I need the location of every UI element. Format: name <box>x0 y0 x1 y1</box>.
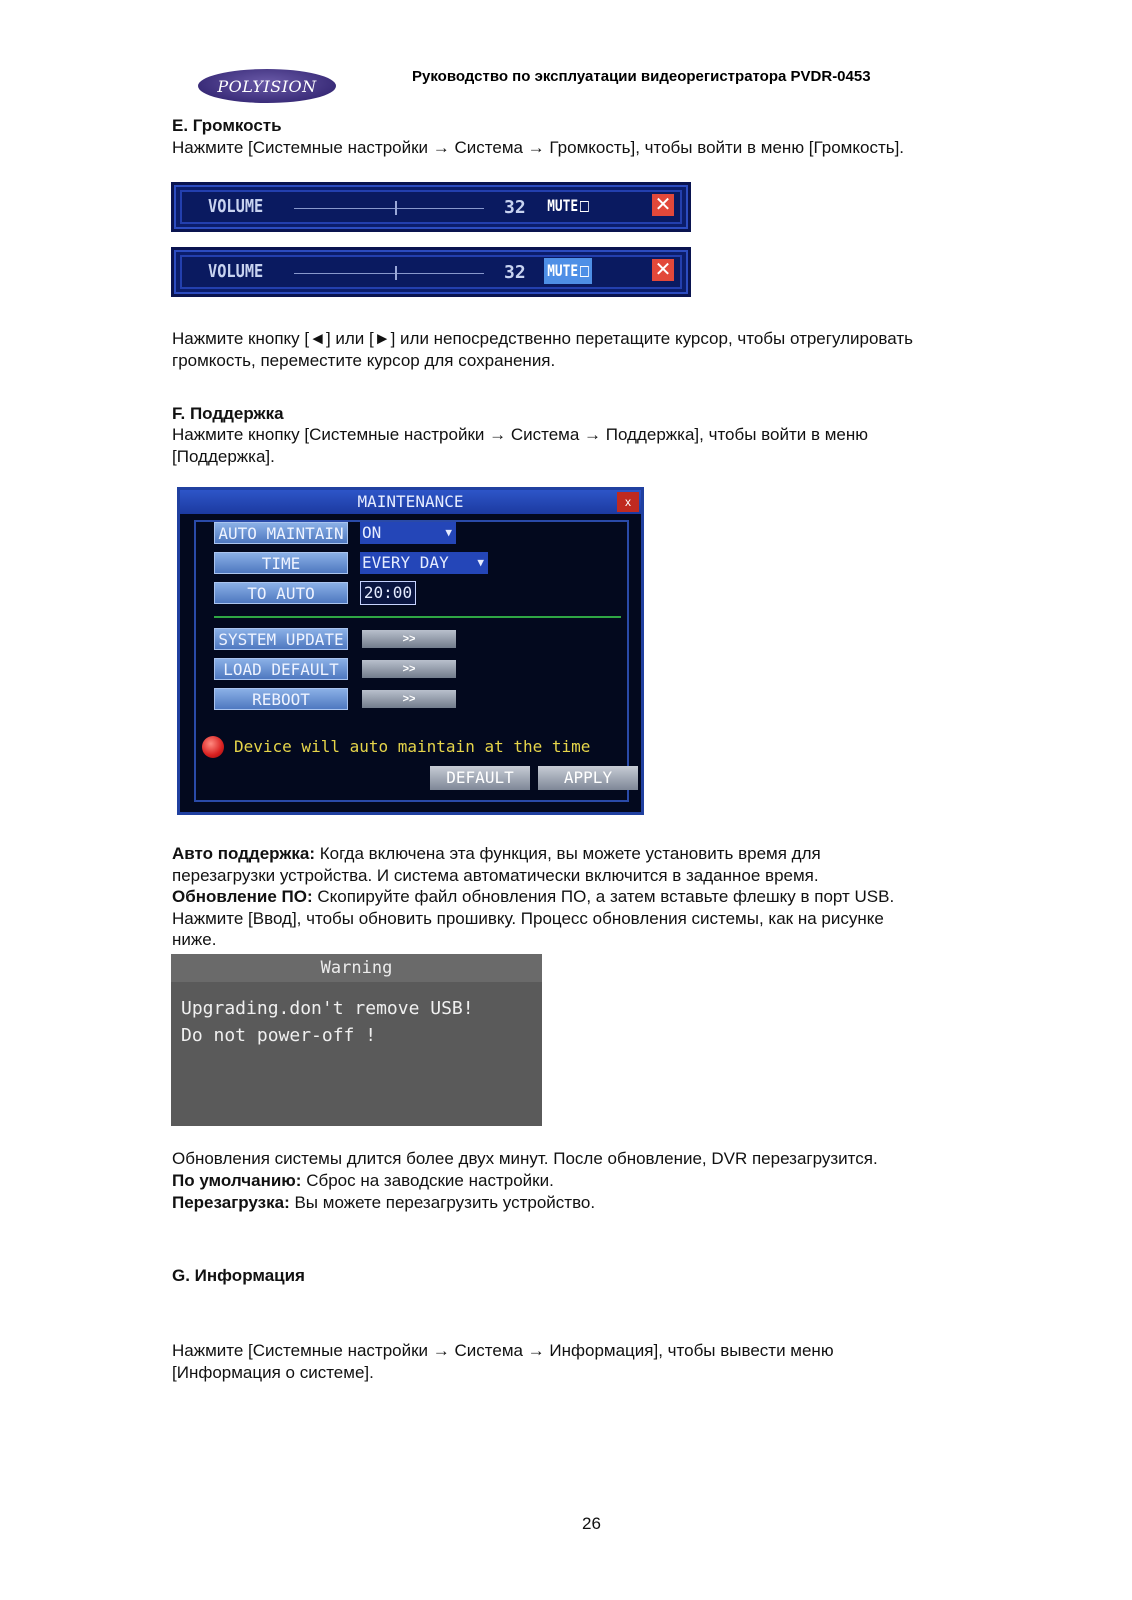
to-auto-time-input[interactable]: 20:00 <box>360 581 416 605</box>
to-auto-label: TO AUTO <box>214 582 348 604</box>
load-default-button[interactable]: >> <box>362 660 456 678</box>
auto-maintain-description-2: перезагрузки устройства. И система автоматически включится в заданное время. <box>172 866 819 885</box>
volume-slider-handle[interactable] <box>395 201 397 215</box>
warning-dot-icon <box>202 736 224 758</box>
auto-maintain-label: AUTO MAINTAIN <box>214 522 348 544</box>
time-value: EVERY DAY <box>362 553 449 572</box>
volume-note-line2: громкость, переместите курсор для сохранения. <box>172 351 556 370</box>
section-e-intro: Нажмите [Системные настройки → Система → Громкость], чтобы войти в меню [Громкость]. <box>172 138 905 157</box>
warning-title: Warning <box>171 954 542 982</box>
close-icon[interactable]: x <box>617 492 639 512</box>
volume-value: 32 <box>504 197 526 218</box>
system-update-label: SYSTEM UPDATE <box>214 628 348 650</box>
volume-label: VOLUME <box>208 261 264 282</box>
update-term: Обновление ПО: <box>172 887 313 906</box>
logo-text: POLYISION <box>217 76 317 96</box>
volume-value: 32 <box>504 262 526 283</box>
maintenance-window <box>177 487 644 815</box>
upgrade-warning-dialog <box>171 954 542 1126</box>
reboot-description: Перезагрузка: Вы можете перезагрузить устройство. <box>172 1193 596 1212</box>
section-f-intro-line1: Нажмите кнопку [Системные настройки → Система → Поддержка], чтобы войти в меню <box>172 425 869 444</box>
volume-label: VOLUME <box>208 196 264 217</box>
update-description-3: ниже. <box>172 930 217 949</box>
auto-maintain-select[interactable] <box>360 522 456 544</box>
polyvision-logo <box>198 69 336 103</box>
section-f-intro-line2: [Поддержка]. <box>172 447 275 466</box>
document-title: Руководство по эксплуатации видеорегистратора PVDR-0453 <box>412 68 871 85</box>
mute-label: MUTE <box>547 196 579 215</box>
section-g-intro-line2: [Информация о системе]. <box>172 1363 374 1382</box>
volume-slider-handle[interactable] <box>395 266 397 280</box>
volume-slider[interactable] <box>294 273 484 274</box>
checkbox-empty-icon <box>580 201 589 212</box>
load-default-label: LOAD DEFAULT <box>214 658 348 680</box>
section-f-heading: F. Поддержка <box>172 404 284 423</box>
warning-line1: Upgrading.don't remove USB! <box>181 998 474 1019</box>
maintenance-body <box>194 520 629 802</box>
section-g-heading: G. Информация <box>172 1266 305 1285</box>
time-label: TIME <box>214 552 348 574</box>
default-button[interactable]: DEFAULT <box>430 766 530 790</box>
close-icon[interactable]: ✕ <box>652 259 674 281</box>
volume-note-line1: Нажмите кнопку [◄] или [►] или непосредственно перетащите курсор, чтобы отрегулировать <box>172 329 913 348</box>
section-e-heading: E. Громкость <box>172 116 282 135</box>
time-select[interactable] <box>360 552 488 574</box>
reboot-term: Перезагрузка: <box>172 1193 290 1212</box>
system-update-button[interactable]: >> <box>362 630 456 648</box>
default-term: По умолчанию: <box>172 1171 302 1190</box>
mute-label: MUTE <box>547 261 579 280</box>
section-g-intro-line1: Нажмите [Системные настройки → Система → Информация], чтобы вывести меню <box>172 1341 834 1360</box>
mute-checkbox-selected[interactable] <box>544 258 592 284</box>
default-description: По умолчанию: Сброс на заводские настройки. <box>172 1171 554 1190</box>
maintenance-note: Device will auto maintain at the time <box>234 737 591 756</box>
reboot-label: REBOOT <box>214 688 348 710</box>
update-description-2: Нажмите [Ввод], чтобы обновить прошивку. Процесс обновления системы, как на рисунке <box>172 909 884 928</box>
volume-panel-unmuted <box>171 182 691 232</box>
after-update-text: Обновления системы длится более двух минут. После обновление, DVR перезагрузится. <box>172 1149 878 1168</box>
volume-slider[interactable] <box>294 208 484 209</box>
chevron-down-icon: ▼ <box>477 556 484 569</box>
divider <box>214 616 621 618</box>
chevron-down-icon: ▼ <box>445 526 452 539</box>
auto-maintain-description: Авто поддержка: Когда включена эта функция, вы можете установить время для <box>172 844 821 863</box>
page-number: 26 <box>582 1514 601 1533</box>
checkbox-checked-icon <box>580 266 589 277</box>
apply-button[interactable]: APPLY <box>538 766 638 790</box>
auto-maintain-term: Авто поддержка: <box>172 844 316 863</box>
warning-line2: Do not power-off ! <box>181 1025 377 1046</box>
maintenance-title: MAINTENANCE <box>180 490 641 514</box>
close-icon[interactable]: ✕ <box>652 194 674 216</box>
mute-checkbox[interactable] <box>544 193 592 219</box>
auto-maintain-value: ON <box>362 523 382 542</box>
update-description: Обновление ПО: Скопируйте файл обновления ПО, а затем вставьте флешку в порт USB. <box>172 887 895 906</box>
volume-panel-muted <box>171 247 691 297</box>
reboot-button[interactable]: >> <box>362 690 456 708</box>
